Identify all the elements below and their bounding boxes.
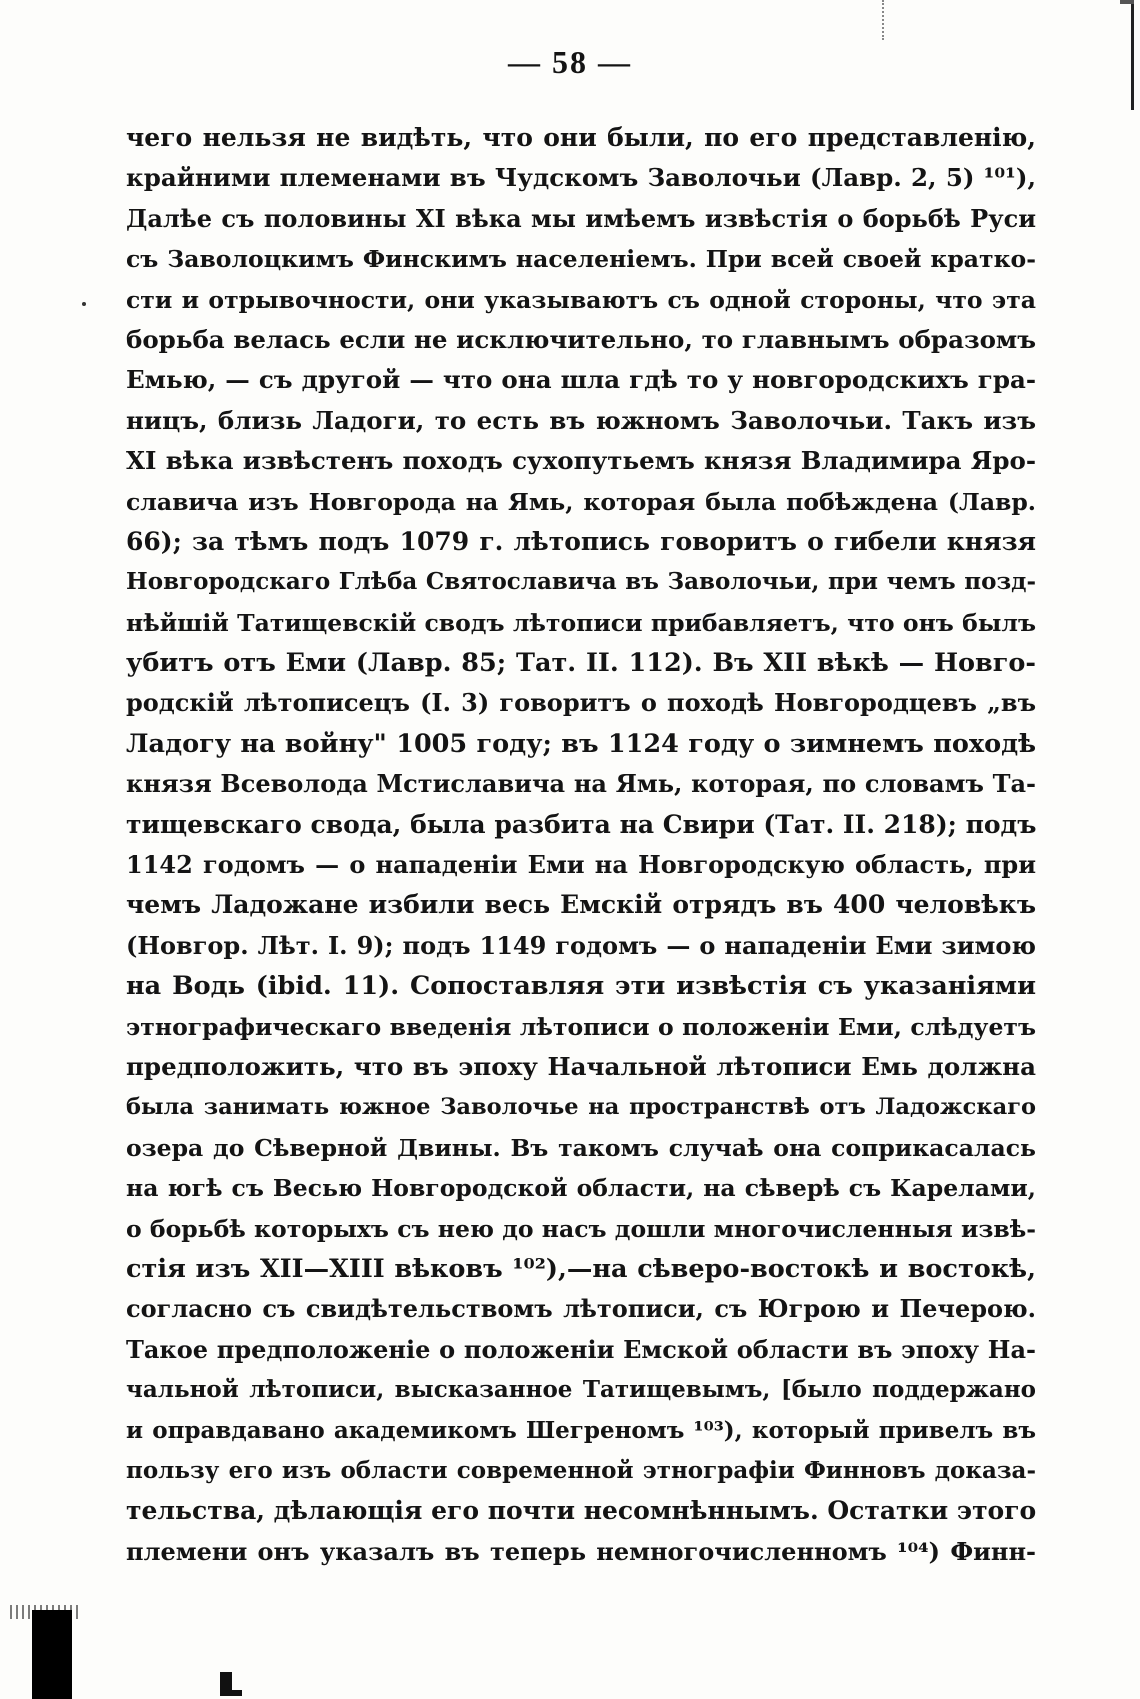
scan-mark xyxy=(220,1690,242,1696)
scan-speck xyxy=(82,302,86,306)
text-line: славича изъ Новгорода на Ямь, которая была побѣждена (Лавр. xyxy=(126,487,1036,516)
text-line: стія изъ XII—XIII вѣковъ ¹⁰²),—на сѣверо-востокѣ и востокѣ, xyxy=(126,1253,1036,1284)
scan-dots xyxy=(882,0,886,40)
text-line: озера до Сѣверной Двины. Въ такомъ случаѣ она соприкасалась xyxy=(126,1133,1036,1162)
text-line: на югѣ съ Весью Новгородской области, на сѣверѣ съ Карелами, xyxy=(126,1174,1036,1203)
text-line: на Водь (ibid. 11). Сопоставляя эти извѣстія съ указаніями xyxy=(126,971,1036,1002)
text-line: племени онъ указалъ въ теперь немногочисленномъ ¹⁰⁴) Финн- xyxy=(126,1536,1036,1566)
text-line: родскій лѣтописецъ (I. 3) говоритъ о походѣ Новгородцевъ „въ xyxy=(126,688,1036,718)
text-line: 66); за тѣмъ подъ 1079 г. лѣтопись говоритъ о гибели князя xyxy=(126,526,1036,556)
text-line: Емью, — съ другой — что она шла гдѣ то у новгородскихъ гра- xyxy=(126,365,1036,395)
text-line: этнографическаго введенія лѣтописи о положеніи Еми, слѣдуетъ xyxy=(126,1012,1036,1041)
text-line: тельства, дѣлающія его почти несомнѣннымъ. Остатки этого xyxy=(126,1496,1036,1526)
text-line: нѣйшій Татищевскій сводъ лѣтописи прибавляетъ, что онъ былъ xyxy=(126,608,1036,637)
text-line: согласно съ свидѣтельствомъ лѣтописи, съ Югрою и Печерою. xyxy=(126,1294,1036,1324)
text-line: (Новгор. Лѣт. I. 9); подъ 1149 годомъ — о нападеніи Еми зимою xyxy=(126,930,1036,960)
text-line: Новгородскаго Глѣба Святославича въ Заволочьи, при чемъ позд- xyxy=(126,568,1036,596)
text-line: тищевскаго свода, была разбита на Свири (Тат. II. 218); подъ xyxy=(126,809,1036,839)
text-line: съ Заволоцкимъ Финскимъ населеніемъ. При всей своей кратко- xyxy=(126,245,1036,274)
body-text xyxy=(126,118,1036,1572)
scan-edge-mark xyxy=(1120,0,1134,4)
text-line: князя Всеволода Мстиславича на Ямь, которая, по словамъ Та- xyxy=(126,769,1036,799)
text-line: Такое предположеніе о положеніи Емской области въ эпоху На- xyxy=(126,1334,1036,1364)
text-line: XI вѣка извѣстенъ походъ сухопутьемъ князя Владимира Яро- xyxy=(126,446,1036,476)
text-line: крайними племенами въ Чудскомъ Заволочьи (Лавр. 2, 5) ¹⁰¹), xyxy=(126,163,1036,193)
text-line: пользу его изъ области современной этнографіи Финновъ доказа- xyxy=(126,1456,1036,1484)
text-line: сти и отрывочности, они указываютъ съ одной стороны, что эта xyxy=(126,285,1036,314)
text-line: была занимать южное Заволочье на пространствѣ отъ Ладожскаго xyxy=(126,1094,1036,1121)
text-line: чальной лѣтописи, высказанное Татищевымъ, [было поддержано xyxy=(126,1376,1036,1404)
text-line: и оправдавано академикомъ Шегреномъ ¹⁰³), который привелъ въ xyxy=(126,1416,1036,1444)
text-line: убитъ отъ Еми (Лавр. 85; Тат. II. 112). Въ XII вѣкѣ — Новго- xyxy=(126,648,1036,679)
text-line: предположить, что въ эпоху Начальной лѣтописи Емь должна xyxy=(126,1051,1036,1081)
scan-shadow xyxy=(32,1610,72,1699)
text-line: 1142 годомъ — о нападеніи Еми на Новгородскую область, при xyxy=(126,850,1036,880)
text-line: ницъ, близь Ладоги, то есть въ южномъ Заволочьи. Такъ изъ xyxy=(126,405,1036,435)
text-line: о борьбѣ которыхъ съ нею до насъ дошли многочисленныя извѣ- xyxy=(126,1214,1036,1243)
text-line: Ладогу на войну" 1005 году; въ 1124 году о зимнемъ походѣ xyxy=(126,728,1036,759)
text-line: чего нельзя не видѣть, что они были, по его представленію, xyxy=(126,123,1036,152)
text-line: Далѣе съ половины XI вѣка мы имѣемъ извѣстія о борьбѣ Руси xyxy=(126,203,1036,233)
page-number: — 58 — xyxy=(508,44,632,80)
scan-edge-mark xyxy=(1131,0,1134,110)
text-line: чемъ Ладожане избили весь Емскій отрядъ въ 400 человѣкъ xyxy=(126,890,1036,920)
text-line: борьба велась если не исключительно, то главнымъ образомъ xyxy=(126,324,1036,354)
